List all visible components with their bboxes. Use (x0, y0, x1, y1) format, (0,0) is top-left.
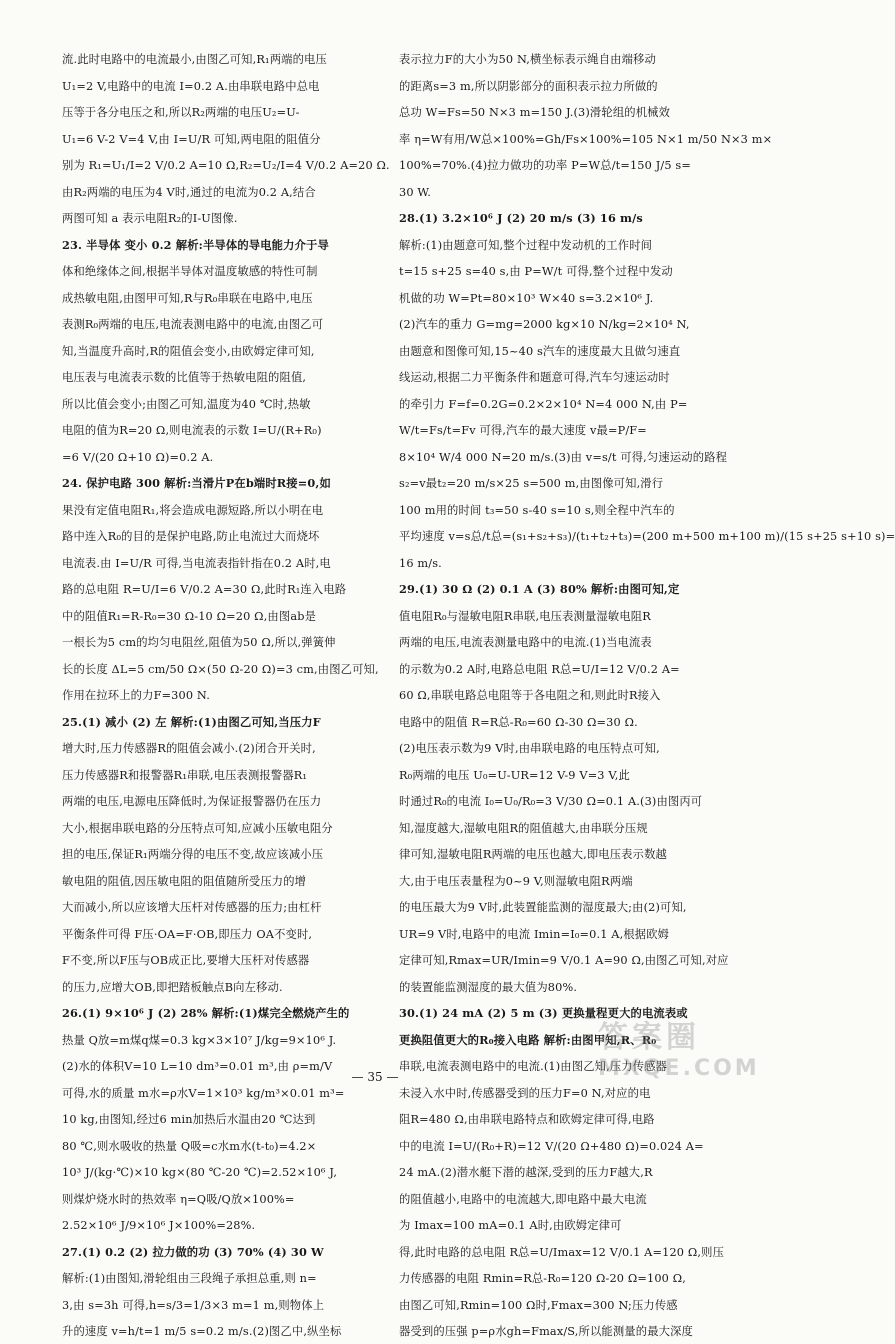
text-line: 的电压最大为9 V时,此装置能监测的湿度最大;由(2)可知, (399, 901, 687, 914)
text-line: 串联,电流表测电路中的电流.(1)由图乙知,压力传感器 (399, 1060, 668, 1073)
text-line: 的距离s=3 m,所以阴影部分的面积表示拉力所做的 (399, 79, 658, 93)
text-line: 流.此时电路中的电流最小,由图乙可知,R₁两端的电压 (62, 53, 327, 66)
text-line: 23. 半导体 变小 0.2 解析:半导体的导电能力介于导 (62, 237, 329, 252)
text-line: 29.(1) 30 Ω (2) 0.1 A (3) 80% 解析:由图可知,定 (399, 582, 680, 596)
text-line: 大而减小,所以应该增大压杆对传感器的压力;由杠杆 (62, 901, 322, 914)
text-line: 知,湿度越大,湿敏电阻R的阻值越大,由串联分压规 (399, 821, 648, 835)
text-line: 两图可知 a 表示电阻R₂的I-U图像. (62, 212, 238, 225)
text-line: 值电阻R₀与湿敏电阻R串联,电压表测量湿敏电阻R (399, 609, 651, 623)
text-line: 阻R=480 Ω,由串联电路特点和欧姆定律可得,电路 (399, 1113, 655, 1126)
text-line: 两端的电压,电源电压降低时,为保证报警器仍在压力 (62, 795, 322, 808)
text-line: 平衡条件可得 F压·OA=F·OB,即压力 OA不变时, (62, 927, 313, 941)
text-line: 80 ℃,则水吸收的热量 Q吸=c水m水(t-t₀)=4.2× (62, 1139, 317, 1153)
text-line: 别为 R₁=U₁/I=2 V/0.2 A=10 Ω,R₂=U₂/I=4 V/0.2 A=20 Ω. (62, 159, 390, 172)
text-line: 一根长为5 cm的均匀电阻丝,阻值为50 Ω,所以,弹簧伸 (62, 636, 336, 649)
text-line: 力传感器的电阻 Rmin=R总-R₀=120 Ω-20 Ω=100 Ω, (399, 1272, 687, 1285)
text-line: 中的电流 I=U/(R₀+R)=12 V/(20 Ω+480 Ω)=0.024 A= (399, 1139, 704, 1153)
text-line: 3,由 s=3h 可得,h=s/3=1/3×3 m=1 m,则物体上 (62, 1298, 325, 1312)
text-line: 机做的功 W=Pt=80×10³ W×40 s=3.2×10⁶ J. (399, 291, 654, 305)
text-line: 定律可知,Rmax=UR/Imin=9 V/0.1 A=90 Ω,由图乙可知,对应 (399, 954, 729, 967)
text-line: 则煤炉烧水时的热效率 η=Q吸/Q放×100%= (62, 1192, 295, 1206)
text-line: U₁=2 V,电路中的电流 I=0.2 A.由串联电路中总电 (62, 79, 320, 93)
text-line: 100 m用的时间 t₃=50 s-40 s=10 s,则全程中汽车的 (399, 503, 675, 517)
text-line: 由R₂两端的电压为4 V时,通过的电流为0.2 A,结合 (62, 185, 316, 199)
text-line: W/t=Fs/t=Fv 可得,汽车的最大速度 v最=P/F= (399, 424, 647, 437)
text-line: 28.(1) 3.2×10⁶ J (2) 20 m/s (3) 16 m/s (399, 211, 643, 225)
text-line: 热量 Q放=m煤q煤=0.3 kg×3×10⁷ J/kg=9×10⁶ J. (62, 1033, 337, 1047)
watermark-logo (588, 1012, 760, 1092)
text-line: 的装置能监测湿度的最大值为80%. (399, 980, 578, 994)
text-line: 路中连入R₀的目的是保护电路,防止电流过大而烧坏 (62, 530, 320, 543)
text-line: 8×10⁴ W/4 000 N=20 m/s.(3)由 v=s/t 可得,匀速运动的路程 (399, 450, 728, 464)
text-line: 24 mA.(2)潜水艇下潜的越深,受到的压力F越大,R (399, 1166, 653, 1179)
text-line: R₀两端的电压 U₀=U-UR=12 V-9 V=3 V,此 (399, 768, 630, 782)
text-line: 由题意和图像可知,15~40 s汽车的速度最大且做匀速直 (399, 344, 681, 358)
text-line: (2)水的体积V=10 L=10 dm³=0.01 m³,由 ρ=m/V (62, 1060, 333, 1073)
text-line: 长的长度 ΔL=5 cm/50 Ω×(50 Ω-20 Ω)=3 cm,由图乙可知, (62, 662, 379, 676)
text-line: 可得,水的质量 m水=ρ水V=1×10³ kg/m³×0.01 m³= (62, 1086, 345, 1100)
text-line: 知,当温度升高时,R的阻值会变小,由欧姆定律可知, (62, 344, 315, 358)
watermark-title: 答案圈 (598, 1020, 700, 1055)
text-line: 解析:(1)由题意可知,整个过程中发动机的工作时间 (399, 238, 653, 252)
text-line: 担的电压,保证R₁两端分得的电压不变,故应该减小压 (62, 848, 324, 861)
text-line: 的示数为0.2 A时,电路总电阻 R总=U/I=12 V/0.2 A= (399, 662, 680, 676)
text-line: 100%=70%.(4)拉力做功的功率 P=W总/t=150 J/5 s= (399, 159, 691, 172)
text-line: 压等于各分电压之和,所以R₂两端的电压U₂=U- (62, 106, 300, 119)
text-line: 10 kg,由图知,经过6 min加热后水温由20 ℃达到 (62, 1113, 316, 1126)
text-line: 表测R₀两端的电压,电流表测电路中的电流,由图乙可 (62, 318, 324, 331)
text-line: =6 V/(20 Ω+10 Ω)=0.2 A. (62, 450, 214, 464)
text-line: s₂=v最t₂=20 m/s×25 s=500 m,由图像可知,滑行 (399, 477, 664, 490)
text-line: 升的速度 v=h/t=1 m/5 s=0.2 m/s.(2)图乙中,纵坐标 (62, 1325, 342, 1338)
text-line: 作用在拉环上的力F=300 N. (62, 689, 210, 702)
text-line: 线运动,根据二力平衡条件和题意可得,汽车匀速运动时 (399, 371, 670, 384)
text-line: 电路中的阻值 R=R总-R₀=60 Ω-30 Ω=30 Ω. (399, 715, 638, 729)
text-line: 体和绝缘体之间,根据半导体对温度敏感的特性可制 (62, 265, 318, 278)
text-line: 成热敏电阻,由图甲可知,R与R₀串联在电路中,电压 (62, 291, 313, 305)
text-line: 果没有定值电阻R₁,将会造成电源短路,所以小明在电 (62, 503, 324, 517)
text-line: 的阻值越小,电路中的电流越大,即电路中最大电流 (399, 1192, 647, 1206)
text-line: F不变,所以F压与OB成正比,要增大压杆对传感器 (62, 954, 310, 967)
text-line: 24. 保护电路 300 解析:当滑片P在b端时R接=0,如 (62, 476, 331, 490)
text-line: 平均速度 v=s总/t总=(s₁+s₂+s₃)/(t₁+t₂+t₃)=(200 m+500 m+100 m)/(15 s+25 s+10 s)= (399, 530, 895, 543)
text-line: 30.(1) 24 mA (2) 5 m (3) 更换量程更大的电流表或 (399, 1006, 688, 1020)
text-line: 得,此时电路的总电阻 R总=U/Imax=12 V/0.1 A=120 Ω,则压 (399, 1245, 725, 1259)
text-line: 60 Ω,串联电路总电阻等于各电阻之和,则此时R接入 (399, 689, 661, 702)
page-number: — 35 — (351, 1070, 399, 1084)
text-line: 电阻的值为R=20 Ω,则电流表的示数 I=U/(R+R₀) (62, 424, 322, 437)
text-line: 电流表.由 I=U/R 可得,当电流表指针指在0.2 A时,电 (62, 556, 331, 570)
right-column (399, 48, 895, 1344)
text-line: 由图乙可知,Rmin=100 Ω时,Fmax=300 N;压力传感 (399, 1298, 678, 1312)
text-line: 2.52×10⁶ J/9×10⁶ J×100%=28%. (62, 1219, 256, 1232)
text-line: 敏电阻的阻值,因压敏电阻的阻值随所受压力的增 (62, 874, 307, 888)
text-line: 压力传感器R和报警器R₁串联,电压表测报警器R₁ (62, 768, 308, 782)
text-line: 未浸入水中时,传感器受到的压力F=0 N,对应的电 (399, 1086, 651, 1100)
text-line: 25.(1) 减小 (2) 左 解析:(1)由图乙可知,当压力F (62, 714, 321, 729)
text-line: 电压表与电流表示数的比值等于热敏电阻的阻值, (62, 371, 307, 384)
text-line: 10³ J/(kg·℃)×10 kg×(80 ℃-20 ℃)=2.52×10⁶ J, (62, 1166, 338, 1179)
text-line: 时通过R₀的电流 I₀=U₀/R₀=3 V/30 Ω=0.1 A.(3)由图丙可 (399, 795, 703, 808)
text-line: 律可知,湿敏电阻R两端的电压也越大,即电压表示数越 (399, 848, 667, 861)
watermark-url: MXQE.COM (598, 1056, 760, 1081)
text-line: 的压力,应增大OB,即把踏板触点B向左移动. (62, 980, 283, 994)
text-line: 27.(1) 0.2 (2) 拉力做的功 (3) 70% (4) 30 W (62, 1244, 324, 1259)
text-line: 26.(1) 9×10⁶ J (2) 28% 解析:(1)煤完全燃烧产生的 (62, 1006, 350, 1020)
text-line: (2)电压表示数为9 V时,由串联电路的电压特点可知, (399, 742, 660, 755)
text-line: 16 m/s. (399, 556, 442, 570)
text-line: 的牵引力 F=f=0.2G=0.2×2×10⁴ N=4 000 N,由 P= (399, 397, 688, 411)
text-line: 路的总电阻 R=U/I=6 V/0.2 A=30 Ω,此时R₁连入电路 (62, 583, 347, 596)
text-line: 率 η=W有用/W总×100%=Gh/Fs×100%=105 N×1 m/50 N×3 m× (399, 132, 773, 146)
text-line: 所以比值会变小;由图乙可知,温度为40 ℃时,热敏 (62, 397, 311, 411)
text-line: t=15 s+25 s=40 s,由 P=W/t 可得,整个过程中发动 (399, 265, 673, 278)
text-line: 器受到的压强 p=ρ水gh=Fmax/S,所以能测量的最大深度 (399, 1325, 693, 1338)
text-line: 两端的电压,电流表测量电路中的电流.(1)当电流表 (399, 636, 652, 649)
text-line: 总功 W=Fs=50 N×3 m=150 J.(3)滑轮组的机械效 (399, 106, 671, 119)
left-column (62, 48, 396, 1344)
text-line: 大,由于电压表量程为0~9 V,则湿敏电阻R两端 (399, 874, 633, 888)
text-line: U₁=6 V-2 V=4 V,由 I=U/R 可知,两电阻的阻值分 (62, 132, 321, 146)
text-line: UR=9 V时,电路中的电流 Imin=I₀=0.1 A,根据欧姆 (399, 927, 670, 941)
text-line: 为 Imax=100 mA=0.1 A时,由欧姆定律可 (399, 1219, 622, 1232)
text-line: 更换阻值更大的R₀接入电路 解析:由图甲知,R、R₀ (399, 1032, 657, 1047)
text-line: 增大时,压力传感器R的阻值会减小.(2)闭合开关时, (62, 742, 316, 755)
text-line: (2)汽车的重力 G=mg=2000 kg×10 N/kg=2×10⁴ N, (399, 318, 690, 331)
text-line: 中的阻值R₁=R-R₀=30 Ω-10 Ω=20 Ω,由图ab是 (62, 609, 317, 623)
text-line: 表示拉力F的大小为50 N,横坐标表示绳自由端移动 (399, 53, 656, 66)
text-line: 解析:(1)由图知,滑轮组由三段绳子承担总重,则 n= (62, 1272, 317, 1285)
text-line: 30 W. (399, 185, 431, 199)
text-line: 大小,根据串联电路的分压特点可知,应减小压敏电阻分 (62, 821, 333, 835)
